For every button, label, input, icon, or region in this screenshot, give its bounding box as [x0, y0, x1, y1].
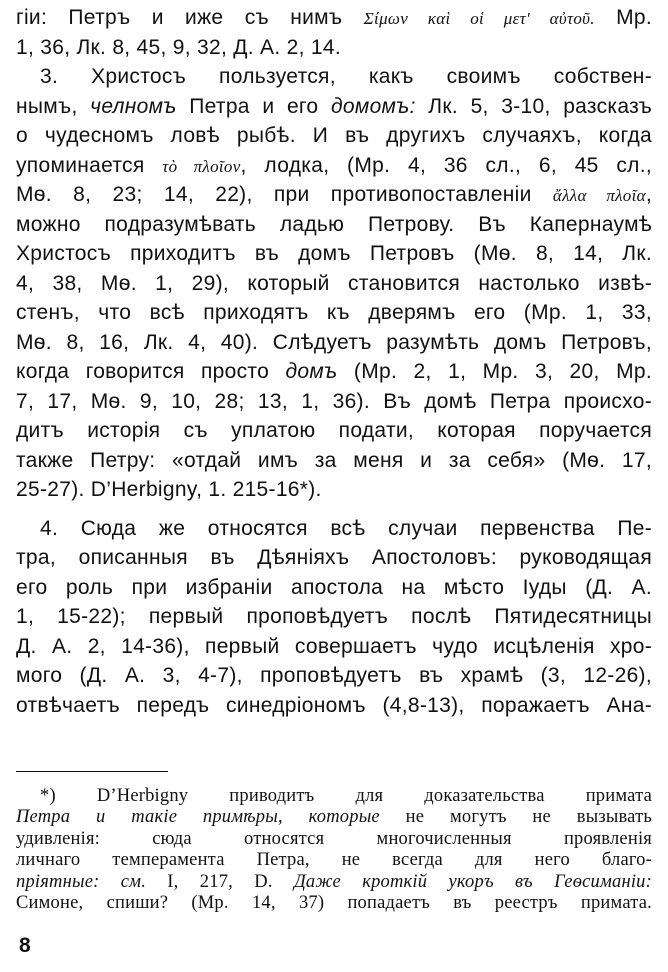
text-line: мого (Д. А. 3, 4-7), проповѣдуетъ въ храмѣ (3, 12-26),	[16, 664, 652, 687]
text-line: стенъ, что всѣ приходятъ къ дверямъ его (Мр. 1, 33,	[16, 301, 652, 324]
text-line: о чудесномъ ловѣ рыбѣ. И въ другихъ случаяхъ, когда	[16, 124, 652, 147]
footnote-separator	[16, 771, 168, 772]
greek-phrase: ἄλλα πλοῖα	[552, 186, 646, 205]
footnote-line: пріятные: см. I, 217, D. Даже кроткій укоръ въ Геѳсиманіи:	[16, 871, 652, 892]
text-line: его роль при избраніи апостола на мѣсто Іуды (Д. А.	[16, 575, 652, 599]
text-line: тра, описанныя въ Дѣяніяхъ Апостоловъ: руководящая	[16, 546, 652, 569]
footnote	[16, 786, 652, 914]
greek-phrase: τὸ πλοῖον	[162, 156, 241, 176]
text-line: можно подразумѣвать ладью Петрову. Въ Капернаумѣ	[16, 212, 652, 236]
text-line: также Петру: «отдай имъ за меня и за себя» (Мѳ. 17,	[16, 448, 652, 472]
footnote-line: *) D’Herbigny приводитъ для доказательства примата	[40, 786, 652, 806]
text-line: 1, 36, Лк. 8, 45, 9, 32, Д. А. 2, 14.	[16, 35, 341, 59]
page-number: 8	[19, 934, 31, 957]
paragraph-3-start: 3. Христосъ пользуется, какъ своимъ собствен-	[40, 65, 652, 88]
text-line: Мѳ. 8, 23; 14, 22), при противопоставленіи ἄλλα πλοῖα,	[16, 183, 652, 206]
text-line: дитъ исторія съ уплатою подати, которая поручается	[16, 419, 652, 442]
text-line: когда говорится просто домъ (Мр. 2, 1, Мр. 3, 20, Мр.	[16, 360, 652, 383]
footnote-line: удивленія: сюда относятся многочисленныя проявленія	[16, 828, 652, 849]
footnote-line: Петра и такіе примѣры, которые не могутъ не вызывать	[16, 807, 653, 828]
text-line: нымъ, челномъ Петра и его домомъ: Лк. 5, 3-10, разсказъ	[16, 94, 652, 118]
footnote-line: Симоне, спиши? (Мр. 14, 37) попадаетъ въ реестръ примата.	[16, 892, 652, 913]
text-line: Мѳ. 8, 16, Лк. 4, 40). Слѣдуетъ разумѣть домъ Петровъ,	[16, 330, 652, 354]
text-line: 1, 15-22); первый проповѣдуетъ послѣ Пятидесятницы	[16, 605, 652, 628]
text-line: Д. А. 2, 14-36), первый совершаетъ чудо исцѣленія хро-	[16, 634, 652, 658]
text-line: 7, 17, Мѳ. 9, 10, 28; 13, 1, 36). Въ домѣ Петра происхо-	[16, 389, 652, 413]
text-line: Христосъ приходитъ въ домъ Петровъ (Мѳ. 8, 14, Лк.	[16, 242, 652, 265]
text-line: 4, 38, Мѳ. 1, 29), который становится настолько извѣ-	[16, 271, 652, 295]
text-line: 25-27). D’Herbigny, 1. 215-16*).	[16, 478, 322, 501]
paragraph-4-start: 4. Сюда же относятся всѣ случаи первенства Пе-	[40, 516, 652, 540]
greek-phrase: Σίμων καὶ οἱ μετ' αὐτοῦ.	[363, 9, 595, 28]
text-line: гіи: Петръ и иже съ нимъ Σίμων καὶ οἱ μετ' αὐτοῦ. Мр.	[16, 6, 652, 29]
text-line: отвѣчаетъ передъ синедріономъ (4,8-13), поражаетъ Ана-	[16, 693, 652, 717]
text-line: упоминается τὸ πλοῖον, лодка, (Мр. 4, 36 сл., 6, 45 сл.,	[16, 153, 652, 177]
footnote-line: личнаго темперамента Петра, не всегда для него благо-	[16, 850, 652, 871]
main-text	[16, 3, 652, 720]
